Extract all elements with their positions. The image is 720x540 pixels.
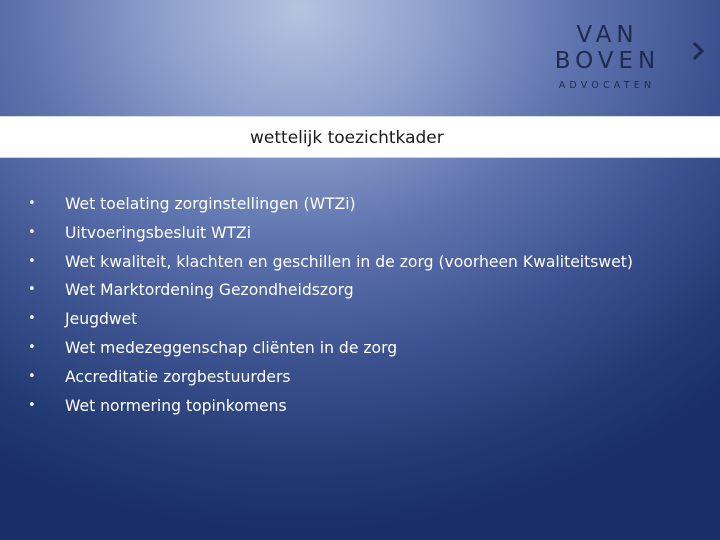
bullet-icon: •: [28, 368, 36, 384]
bullet-icon: •: [28, 253, 36, 269]
bullet-icon: •: [28, 311, 36, 327]
bullet-text: Wet medezeggenschap cliënten in de zorg: [65, 338, 398, 357]
bullet-text: Accreditatie zorgbestuurders: [65, 367, 291, 386]
title-band: [0, 116, 720, 158]
logo-line-boven: BOVEN: [554, 48, 661, 74]
van-boven-logo: [549, 22, 661, 92]
bullet-icon: •: [28, 196, 36, 211]
bullet-icon: •: [28, 339, 36, 355]
logo-line-advocaten: ADVOCATEN: [558, 80, 656, 91]
bullet-icon: •: [28, 224, 36, 240]
bullet-text: Wet Marktordening Gezondheidszorg: [65, 281, 354, 300]
bullet-text: Uitvoeringsbesluit WTZi: [65, 223, 252, 242]
bullet-icon: •: [28, 397, 36, 413]
next-slide-button[interactable]: [690, 38, 708, 64]
logo-line-van: VAN: [576, 22, 639, 48]
bullet-text: Wet toelating zorginstellingen (WTZi): [65, 195, 356, 213]
bullet-text: Wet normering topinkomens: [65, 396, 287, 415]
bullet-text: Jeugdwet: [65, 310, 138, 329]
bullet-text: Wet kwaliteit, klachten en geschillen in de zorg (voorheen Kwaliteitswet): [65, 252, 633, 271]
bullet-icon: •: [28, 282, 36, 298]
chevron-right-icon: [690, 38, 708, 64]
slide-title: wettelijk toezichtkader: [250, 128, 444, 148]
